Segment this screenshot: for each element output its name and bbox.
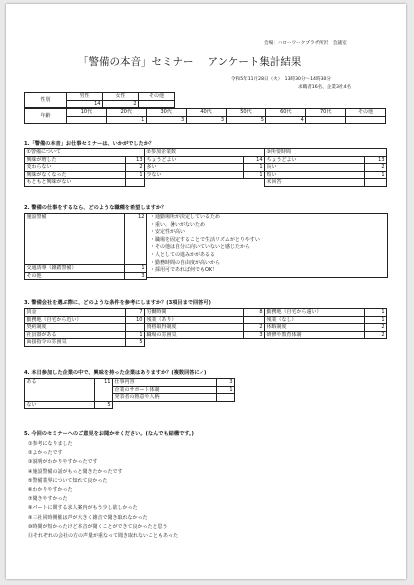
q1-count: 1 (126, 171, 145, 179)
q1-table (24, 148, 387, 187)
q2-count: 12 (125, 214, 147, 265)
q3-option: 社員寮がある (25, 331, 126, 339)
q4-reason: 仕事内容 (113, 379, 217, 387)
q1-count: 2 (365, 164, 387, 172)
q1-option: 変わらない (25, 164, 126, 172)
q2-comment: ・職場を固定することで生活リズムがとりやすい (150, 236, 260, 243)
q3-option: 勤務地（自宅から遠い） (265, 309, 365, 317)
age-header: その他 (346, 109, 386, 117)
q3-count: 1 (365, 309, 387, 317)
q3-title: 3. 警備会社を選ぶ際に、どのような条件を参考にしますか？(3項目まで回答可) (24, 300, 211, 306)
gender-value: 2 (103, 100, 139, 108)
q4-reason: 企業のサポート体制 (113, 386, 217, 394)
q4-reason-count (217, 394, 235, 402)
age-value: 3 (146, 116, 186, 124)
age-table (24, 108, 386, 124)
q2-comment: ・安定性が高い (150, 229, 186, 236)
q2-title: 2. 警備の仕事をするなら、どのような職種を希望しますか？ (24, 205, 167, 211)
q3-empty-cell (244, 339, 265, 347)
q4-table (24, 378, 235, 409)
q5-comment: ①参考になりました (28, 441, 73, 447)
q3-option: 研修や教育体制 (265, 331, 365, 339)
q1-option: 少ない (145, 171, 244, 179)
q4-no-label: ない (25, 401, 95, 409)
q1-option: もともと興味がない (25, 179, 126, 187)
q5-comment: ④施設警備の話がもっと聞きたかったです (28, 468, 123, 475)
q1-option: 多い (145, 164, 244, 172)
q2-comments (150, 214, 260, 275)
age-value: 5 (226, 116, 266, 124)
q5-comment: ⑪それぞれの会社の方の声量が重なって聞き取れないこともあった (28, 533, 178, 540)
q5-comment: ⑥わかりやすかった (28, 487, 73, 494)
q3-count (126, 324, 145, 332)
attendance-line: 求職者16名、企業3社4名 (298, 85, 352, 90)
q5-comment: ⑩時間が短かったけど本音が聞くことができて良かったと思う (28, 523, 168, 530)
q3-option: 残業（なし） (265, 316, 365, 324)
q5-comment: ⑨三社同時開催は声が大きく雑音で聞き取れなかった (28, 514, 148, 521)
age-header: 60代 (266, 109, 306, 117)
q3-option: 残業（あり） (145, 316, 244, 324)
q3-table (24, 308, 387, 347)
gender-header: 女性 (103, 93, 139, 101)
q4-title: 4. 本日参加した企業の中で、興味を持った企業はありますか？(複数回答に✓) (24, 370, 207, 376)
age-header: 70代 (306, 109, 346, 117)
q3-option: 面接指令の雰囲気 (25, 339, 126, 347)
q4-no-value: 5 (95, 401, 113, 409)
q5-comment: ⑦聞きやすかった (28, 496, 68, 503)
q5-title: 5. 今回のセミナーへのご意見をお聞かせください。(なんでも結構です。) (24, 431, 194, 437)
age-header: 50代 (226, 109, 266, 117)
q3-count (244, 316, 265, 324)
q1-count: 2 (126, 164, 145, 172)
q3-count: 1 (365, 316, 387, 324)
q5-comment: ③説明がわかりやすかったです (28, 459, 98, 466)
q5-comment: ⑤警備業界について知れて良かった (28, 477, 108, 484)
q4-reason-count: 3 (217, 379, 235, 387)
q4-yes-label: ある (25, 379, 95, 402)
age-row-label: 年齢 (25, 109, 67, 124)
age-header: 40代 (186, 109, 226, 117)
q1-count: 13 (365, 156, 387, 164)
q3-option: 休暇制度 (265, 324, 365, 332)
q4-reason: 発表者の熱意や人柄 (113, 394, 217, 402)
q3-option: 労働時間 (145, 309, 244, 317)
q3-count: 3 (244, 331, 265, 339)
q1-count: 1 (365, 171, 387, 179)
q3-option: 職場の雰囲気 (145, 331, 244, 339)
q3-option: 賃金 (25, 309, 126, 317)
title-main: 「警備の本音」セミナー (78, 56, 194, 68)
q4-yes-value: 11 (95, 379, 113, 402)
q1-count: 1 (244, 171, 265, 179)
q3-count: 5 (126, 339, 145, 347)
q3-empty-cell (365, 339, 387, 347)
q3-option: 勤務地（自宅から近い） (25, 316, 126, 324)
q1-count (126, 179, 145, 187)
q3-option: 契約制度 (25, 324, 126, 332)
survey-page (6, 4, 406, 579)
gender-header: 男性 (67, 93, 103, 101)
q2-comment: ・採用可であれば何でもOK！ (150, 267, 218, 274)
q1-col2-header: ②参加企業数 (145, 149, 265, 157)
q1-option: 未回答 (265, 179, 365, 187)
q3-count: 8 (244, 309, 265, 317)
gender-value (139, 100, 175, 108)
organizer: 会場：ハローワークプラザ所沢 会議室 (264, 41, 347, 46)
gender-row-label: 性別 (25, 93, 67, 108)
q3-count: 2 (244, 324, 265, 332)
q1-col1-header: ①警備について (25, 149, 145, 157)
q4-empty-cell (113, 401, 217, 409)
age-value: 1 (106, 116, 146, 124)
age-value (346, 116, 386, 124)
gender-table (24, 92, 175, 108)
title-sub: アンケート集計結果 (207, 56, 302, 68)
q1-empty-cell (244, 179, 265, 187)
q5-comment: ②よかったです (28, 450, 63, 457)
q3-count: 7 (126, 309, 145, 317)
q2-comment: ・その他は自分に向いていないと感じたから (150, 244, 251, 251)
age-value: 3 (186, 116, 226, 124)
age-header: 30代 (146, 109, 186, 117)
q1-option: ちょうどよい (265, 156, 365, 164)
q2-comment: ・重い、暑いがないため (150, 221, 206, 228)
q1-title: 1.「警備の本音」お仕事セミナーは、いかがでしたか？ (24, 141, 155, 147)
q2-count: 1 (125, 265, 147, 273)
q3-count: 10 (126, 316, 145, 324)
q1-count: 13 (126, 156, 145, 164)
q1-count: 1 (244, 164, 265, 172)
q3-empty-cell (265, 339, 365, 347)
q1-option: ちょうどよい (145, 156, 244, 164)
age-value (306, 116, 346, 124)
q2-count: 3 (125, 272, 147, 280)
q5-comments (28, 440, 178, 541)
age-value (67, 116, 107, 124)
q1-option: 短い (265, 171, 365, 179)
age-value: 4 (266, 116, 306, 124)
q1-count: 14 (244, 156, 265, 164)
q1-option: 興味が増した (25, 156, 126, 164)
q2-option: 施設警備 (25, 214, 125, 265)
q2-table (24, 213, 147, 280)
q1-col3-header: ③所要時間 (265, 149, 387, 157)
date-line: 令和5年11月28日（火） 13時30分～14時30分 (231, 77, 332, 82)
page-title (78, 54, 301, 69)
q1-option: 興味がなくなった (25, 171, 126, 179)
q2-option: 交通誘導（雑踏警備） (25, 265, 125, 273)
q3-count: 2 (365, 324, 387, 332)
age-header: 10代 (67, 109, 107, 117)
q2-comment: ・勤務時間の自由度が高いから (150, 259, 221, 266)
q3-option: 資格取得制度 (145, 324, 244, 332)
q2-option: その他 (25, 272, 125, 280)
q1-count (365, 179, 387, 187)
q4-reason-count: 1 (217, 386, 235, 394)
q1-option: 長い (265, 164, 365, 172)
gender-header: その他 (139, 93, 175, 101)
q3-count: 2 (365, 331, 387, 339)
q4-empty-cell (217, 401, 235, 409)
q2-comment: ・人としての進みかがあるる (150, 251, 216, 258)
q2-comment: ・通勤場所が決定しているため (150, 214, 221, 220)
age-header: 20代 (106, 109, 146, 117)
q5-comment: ⑧パートに関する求人案内がもう少し欲しかった (28, 505, 138, 512)
gender-value: 14 (67, 100, 103, 108)
q1-empty-cell (145, 179, 244, 187)
q3-empty-cell (145, 339, 244, 347)
q3-count: 1 (126, 331, 145, 339)
